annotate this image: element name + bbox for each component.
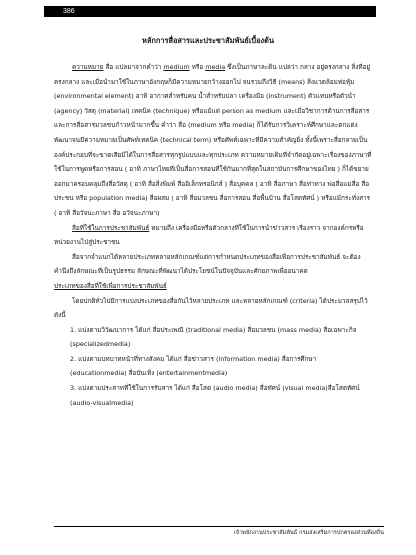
paragraph-text: หมายถึง เครื่องมือหรือตัวกลางที่ใช้ในการนำข่าวสาร เรื่องราว จากองค์กรหรือหน่วยงานไปสู่ประชาชน [54,223,364,247]
list-item: 1. แบ่งตามวิวัฒนาการ ได้แก่ สื่อประเพณี (traditional media) สื่อมวลชน (mass media) สื่อเฉพาะกิจ (specializedmedia) [70,325,357,349]
criteria-paragraph: โดยปกติทั่วไปมีการแบ่งประเภทของสื่อกันไว้หลายประเภท และหลายหลักเกณฑ์ (criteria) ได้ประมวลสรุปไว้ดังนี้ [54,296,368,320]
pr-media-paragraph [54,221,372,250]
document-body [54,60,372,410]
term-medium: medium [163,63,190,71]
term-pr-media: สื่อที่ใช้ในการประชาสัมพันธ์ [72,223,150,232]
term-meaning: ความหมาย [72,63,104,71]
page-footer: เจ้าพนักงานประชาสัมพันธ์ กรมส่งเสริมการปกครองส่วนท้องถิ่น [233,530,384,536]
section-heading: ประเภทของสื่อที่ใช้เพื่อการประชาสัมพันธ์ [54,281,167,290]
page-number: 386 [63,8,75,15]
classification-paragraph: สื่อจากจำแนกได้หลายประเภทหลายหลักเกณฑ์แต่การกำหนดประเภทของสื่อเพื่อการประชาสัมพันธ์ จะต้องคำนึงถึงลักษณะที่เป็นรูปธรรม ลักษณะที่พัฒนาได้ประโยชน์ในปัจจุบันและศักยภาพเพื่ออนาคต [54,252,361,276]
paragraph-text: สื่อ แปลมาจากคำว่า [103,63,164,71]
list-item: 3. แบ่งตามประสาทที่ใช้ในการรับสาร ได้แก่ สื่อโสต (audio media) สื่อทัศน์ (visual media)สื่อโสตทัศน์ (audio-visualmedia) [70,384,360,407]
list-item: 2. แบ่งตามบทบาทหน้าที่ทางสังคม ได้แก่ สื่อข่าวสาร (information media) สื่อการศึกษา (educationmedia) สื่อบันเทิง (entertainmentmedia) [70,354,317,378]
page-header-bar [44,6,376,17]
term-media: media [205,63,226,71]
paragraph-text: ซึ่งเป็นภาษาละติน แปลว่า กลาง อยู่ตรงกลาง สิ่งที่อยู่ตรงกลาง และเมื่อนำมาใช้ในภาษาอังกฤษก็มีความหมายกว้างออกไป จนรวมถึงวิธี (means) สิ่งแวดล้อมห่อหุ้ม (environmental element) อาทิ อากาศสำหรับคน น้ำสำหรับปลา เครื่องมือ (instrument) ตัวแทนหรือตัวนำ (agency) วัสดุ (material) เทคนิค (technique) หรือแม้แต่ person as medium และเมื่อวิชาการด้านการสื่อสาร และการสื่อสารมวลชนก้าวหน้ามากขึ้น คำว่า สื่อ (medium หรือ media) ก็ได้รับการวิเคราะห์ศึกษาและตกแต่งพัฒนาจนมีความหมายเป็นศัพท์เทคนิค (technical term) หรือศัพท์เฉพาะที่มีความสำคัญยิ่ง ทั้งนี้เพราะสื่อกลายเป็นองค์ประกอบที่จะขาดเสียมิได้ในการสื่อสารทุกรูปแบบและทุกประเภท ความหมายเดิมที่จำกัดอยู่เฉพาะเรื่องของภาษาที่ใช้ในการพูดหรือการสอน ( อาทิ ภาษาไทยที่เป็นสื่อการสอนที่ใช้กันมากที่สุดในสถาบันการศึกษาของไทย ) ก็ได้ขยายออกมาครอบคลุมถึงสื่อวัสดุ ( อาทิ สื่อสิ่งพิมพ์ สื่ออิเล็กทรอนิกส์ ) สื่อบุคคล ( อาทิ สื่อภาษา สื่อท่าทาง พ่อสื่อแม่สื่อ สื่อประชน หรือ population media) สื่อผสม ( อาทิ สื่อมวลชน สื่อการสอน สื่อพื้นบ้าน สื่อโสตทัศน์ ) หรือแม้กระทั่งสาร ( อาทิ สื่อวัจนะภาษา สื่อ อวัจนะภาษา) [54,63,372,217]
document-title: หลักการสื่อสารและประชาสัมพันธ์เบื้องต้น [141,36,275,45]
definition-paragraph [54,60,372,221]
paragraph-text: หรือ [189,63,206,71]
footer-divider [54,526,384,527]
